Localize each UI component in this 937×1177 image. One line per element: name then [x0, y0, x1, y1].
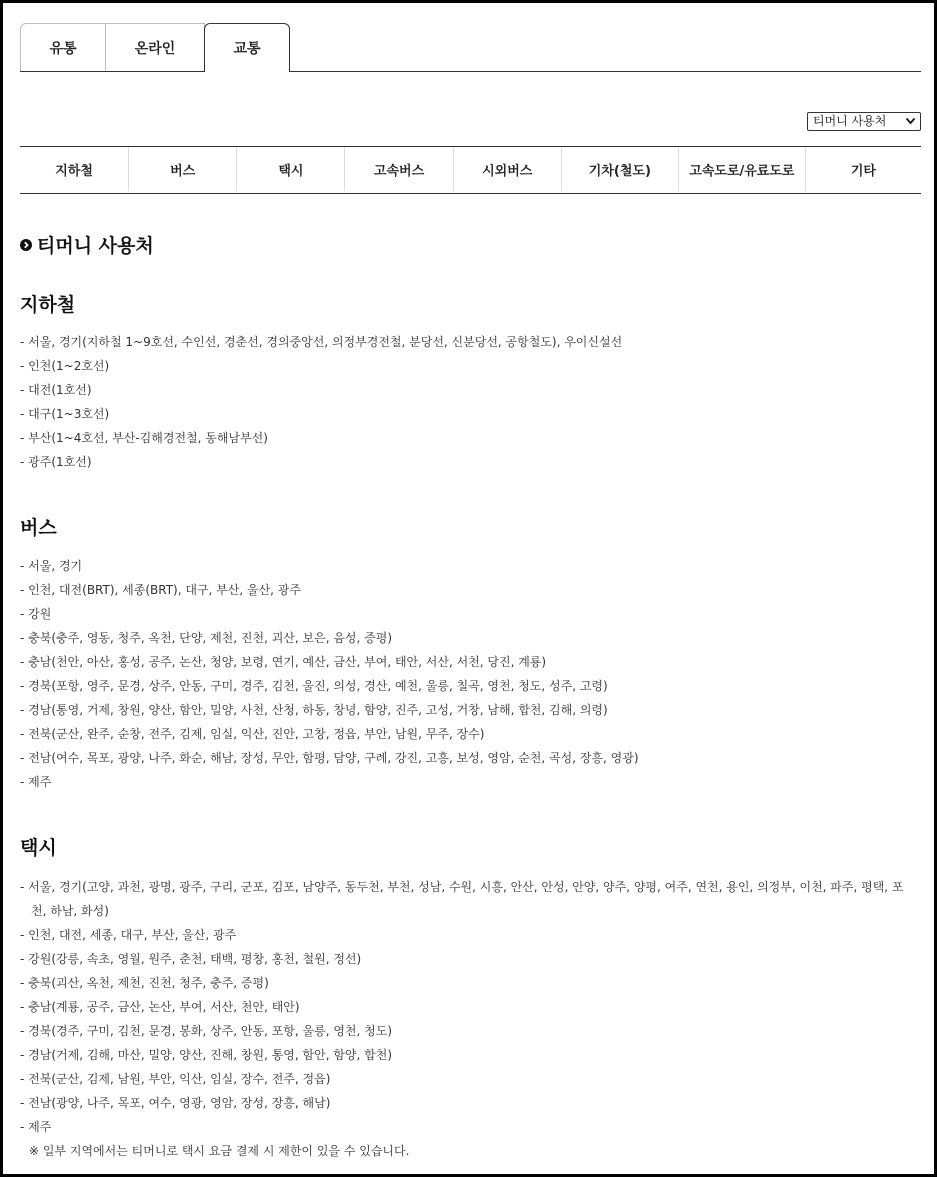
tab-bar	[20, 23, 921, 72]
page-heading	[20, 231, 154, 258]
section-title-taxi: 택시	[20, 837, 57, 859]
list-item: - 서울, 경기(지하철 1~9호선, 수인선, 경춘선, 경의중앙선, 의정부경전철, 분당선, 신분당선, 공항철도), 우이신설선	[20, 335, 623, 349]
list-item: - 강원(강릉, 속초, 영월, 원주, 춘천, 태백, 평창, 홍천, 철원, 정선)	[20, 952, 362, 966]
list-item: - 제주	[20, 775, 52, 789]
subnav-bus[interactable]: 버스	[128, 147, 236, 191]
list-item: - 인천, 대전, 세종, 대구, 부산, 울산, 광주	[20, 928, 237, 942]
chevron-down-icon	[905, 115, 916, 127]
page-heading-text: 티머니 사용처	[37, 235, 154, 257]
list-item: - 서울, 경기	[20, 559, 83, 573]
subway-list	[20, 330, 915, 474]
tab-online[interactable]: 온라인	[105, 23, 205, 71]
taxi-list	[20, 875, 915, 1139]
section-title-subway: 지하철	[20, 294, 76, 316]
list-item: - 대구(1~3호선)	[20, 407, 110, 421]
list-item: - 대전(1호선)	[20, 383, 92, 397]
subnav-subway[interactable]: 지하철	[55, 163, 93, 179]
list-item: - 전남(여수, 목포, 광양, 나주, 화순, 해남, 장성, 무안, 함평, 담양, 구례, 강진, 고흥, 보성, 영암, 순천, 곡성, 장흥, 영광)	[20, 751, 639, 765]
list-item: - 부산(1~4호선, 부산-김해경전철, 동해남부선)	[20, 431, 268, 445]
list-item: - 충북(충주, 영동, 청주, 옥천, 단양, 제천, 진천, 괴산, 보은, 음성, 증평)	[20, 631, 393, 645]
list-item: - 경남(거제, 김해, 마산, 밀양, 양산, 진해, 창원, 통영, 함안, 함양, 합천)	[20, 1048, 393, 1062]
list-item: - 전남(광양, 나주, 목포, 여수, 영광, 영암, 장성, 장흥, 해남)	[20, 1096, 331, 1110]
list-item: - 전북(군산, 김제, 남원, 부안, 익산, 임실, 장수, 전주, 정읍)	[20, 1072, 331, 1086]
list-item: - 충남(천안, 아산, 홍성, 공주, 논산, 청양, 보령, 연기, 예산, 금산, 부여, 태안, 서산, 서천, 당진, 계룡)	[20, 655, 547, 669]
subnav-highway[interactable]: 고속도로/유료도로	[678, 147, 805, 191]
circle-arrow-icon	[20, 239, 32, 251]
tab-transport[interactable]: 교통	[204, 23, 290, 72]
subnav-express-bus[interactable]: 고속버스	[344, 147, 452, 191]
list-item: - 제주	[20, 1120, 52, 1134]
list-item: - 경북(포항, 영주, 문경, 상주, 안동, 구미, 경주, 김천, 울진, 의성, 경산, 예천, 울릉, 칠곡, 영천, 청도, 성주, 고령)	[20, 679, 608, 693]
taxi-note: ※ 일부 지역에서는 티머니로 택시 요금 결제 시 제한이 있을 수 있습니다.	[29, 1144, 410, 1158]
list-item: - 충북(괴산, 옥천, 제천, 진천, 청주, 충주, 증평)	[20, 976, 269, 990]
list-item: - 경북(경주, 구미, 김천, 문경, 봉화, 상주, 안동, 포항, 울릉, 영천, 청도)	[20, 1024, 393, 1038]
list-item: - 전북(군산, 완주, 순창, 전주, 김제, 임실, 익산, 진안, 고창, 정읍, 부안, 남원, 무주, 장수)	[20, 727, 485, 741]
bus-list	[20, 554, 915, 794]
usage-select[interactable]	[807, 112, 921, 131]
subnav-intercity-bus[interactable]: 시외버스	[453, 147, 561, 191]
section-title-bus: 버스	[20, 517, 57, 539]
tab-retail[interactable]: 유통	[20, 23, 106, 71]
list-item: - 경남(통영, 거제, 창원, 양산, 함안, 밀양, 사천, 산청, 하동, 창녕, 함양, 진주, 고성, 거창, 남해, 합천, 김해, 의령)	[20, 703, 608, 717]
subnav-etc[interactable]: 기타	[805, 147, 921, 191]
transport-subnav	[20, 146, 921, 194]
list-item: - 서울, 경기(고양, 과천, 광명, 광주, 구리, 군포, 김포, 남양주, 동두천, 부천, 성남, 수원, 시흥, 안산, 안성, 안양, 양주, 양평, 여주, 연천, 용인, 의정부, 이천, 파주, 평택, 포천, 하남, 화성)	[20, 880, 904, 918]
list-item: - 충남(계룡, 공주, 금산, 논산, 부여, 서산, 천안, 태안)	[20, 1000, 300, 1014]
list-item: - 광주(1호선)	[20, 455, 92, 469]
subnav-taxi[interactable]: 택시	[236, 147, 344, 191]
list-item: - 인천, 대전(BRT), 세종(BRT), 대구, 부산, 울산, 광주	[20, 583, 301, 597]
subnav-train[interactable]: 기차(철도)	[561, 147, 678, 191]
list-item: - 강원	[20, 607, 52, 621]
list-item: - 인천(1~2호선)	[20, 359, 110, 373]
usage-select-value: 티머니 사용처	[813, 114, 887, 128]
